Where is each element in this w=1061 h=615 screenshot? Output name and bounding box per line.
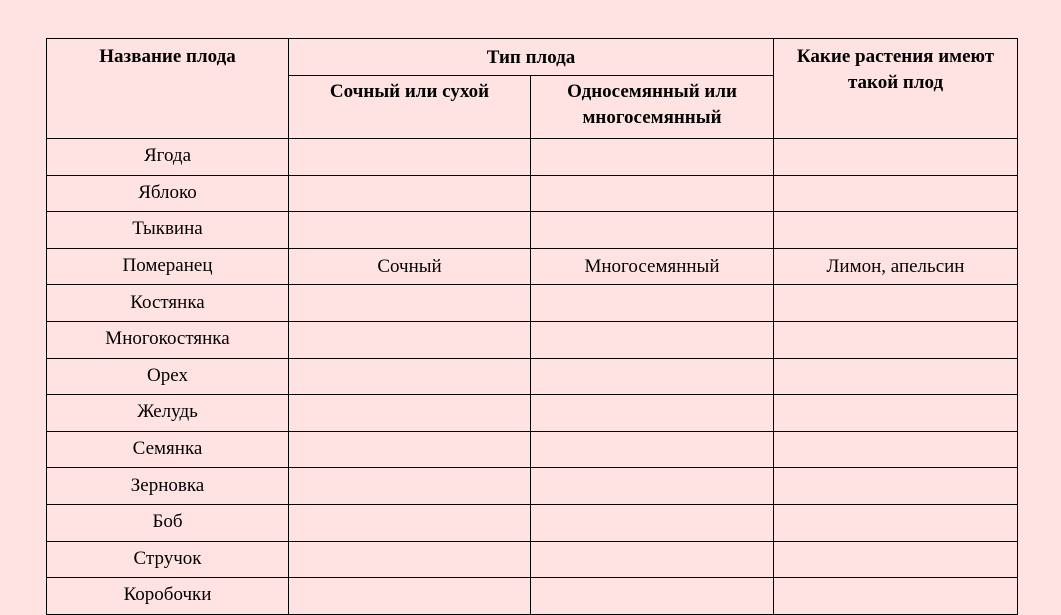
table-row <box>47 285 1018 322</box>
fruit-name-cell: Зерновка <box>47 468 289 505</box>
table-row <box>47 139 1018 176</box>
fruit-name-cell: Костянка <box>47 285 289 322</box>
header-plants: Какие растения имеют такой плод <box>774 39 1018 139</box>
plants-cell[interactable] <box>774 321 1018 358</box>
seed-count-cell[interactable]: Многосемянный <box>531 248 774 285</box>
table-row <box>47 321 1018 358</box>
plants-cell[interactable] <box>774 468 1018 505</box>
juicy-or-dry-cell[interactable] <box>289 358 531 395</box>
juicy-or-dry-cell[interactable] <box>289 395 531 432</box>
table-row <box>47 395 1018 432</box>
plants-cell[interactable] <box>774 541 1018 578</box>
table-row <box>47 431 1018 468</box>
juicy-or-dry-cell[interactable]: Сочный <box>289 248 531 285</box>
juicy-or-dry-cell[interactable] <box>289 175 531 212</box>
seed-count-cell[interactable] <box>531 395 774 432</box>
table-row <box>47 358 1018 395</box>
table-row <box>47 504 1018 541</box>
seed-count-cell[interactable] <box>531 358 774 395</box>
seed-count-cell[interactable] <box>531 321 774 358</box>
header-row <box>47 39 1018 76</box>
juicy-or-dry-cell[interactable] <box>289 578 531 615</box>
juicy-or-dry-cell[interactable] <box>289 212 531 249</box>
fruit-name-cell: Померанец <box>47 248 289 285</box>
fruit-table <box>46 38 1018 615</box>
fruit-name-cell: Желудь <box>47 395 289 432</box>
plants-cell[interactable] <box>774 431 1018 468</box>
juicy-or-dry-cell[interactable] <box>289 285 531 322</box>
header-fruit-name: Название плода <box>47 39 289 139</box>
plants-cell[interactable] <box>774 212 1018 249</box>
fruit-name-cell: Многокостянка <box>47 321 289 358</box>
fruit-name-cell: Ягода <box>47 139 289 176</box>
fruit-name-cell: Тыквина <box>47 212 289 249</box>
plants-cell[interactable] <box>774 504 1018 541</box>
fruit-table-body <box>47 139 1018 615</box>
fruit-name-cell: Яблоко <box>47 175 289 212</box>
juicy-or-dry-cell[interactable] <box>289 431 531 468</box>
plants-cell[interactable] <box>774 139 1018 176</box>
fruit-name-cell: Коробочки <box>47 578 289 615</box>
seed-count-cell[interactable] <box>531 578 774 615</box>
plants-cell[interactable] <box>774 395 1018 432</box>
juicy-or-dry-cell[interactable] <box>289 321 531 358</box>
table-row <box>47 468 1018 505</box>
fruit-name-cell: Боб <box>47 504 289 541</box>
plants-cell[interactable] <box>774 175 1018 212</box>
table-row <box>47 248 1018 285</box>
seed-count-cell[interactable] <box>531 468 774 505</box>
table-row <box>47 578 1018 615</box>
header-seed-count: Односемянный или многосемянный <box>531 76 774 139</box>
plants-cell[interactable]: Лимон, апельсин <box>774 248 1018 285</box>
fruit-table-container <box>46 38 1018 615</box>
seed-count-cell[interactable] <box>531 431 774 468</box>
plants-cell[interactable] <box>774 285 1018 322</box>
header-fruit-type: Тип плода <box>289 39 774 76</box>
seed-count-cell[interactable] <box>531 139 774 176</box>
header-juicy-or-dry: Сочный или сухой <box>289 76 531 139</box>
fruit-name-cell: Орех <box>47 358 289 395</box>
table-row <box>47 175 1018 212</box>
plants-cell[interactable] <box>774 358 1018 395</box>
juicy-or-dry-cell[interactable] <box>289 541 531 578</box>
table-row <box>47 212 1018 249</box>
plants-cell[interactable] <box>774 578 1018 615</box>
juicy-or-dry-cell[interactable] <box>289 504 531 541</box>
seed-count-cell[interactable] <box>531 285 774 322</box>
juicy-or-dry-cell[interactable] <box>289 139 531 176</box>
fruit-name-cell: Стручок <box>47 541 289 578</box>
seed-count-cell[interactable] <box>531 541 774 578</box>
seed-count-cell[interactable] <box>531 504 774 541</box>
juicy-or-dry-cell[interactable] <box>289 468 531 505</box>
table-row <box>47 541 1018 578</box>
seed-count-cell[interactable] <box>531 175 774 212</box>
fruit-name-cell: Семянка <box>47 431 289 468</box>
seed-count-cell[interactable] <box>531 212 774 249</box>
